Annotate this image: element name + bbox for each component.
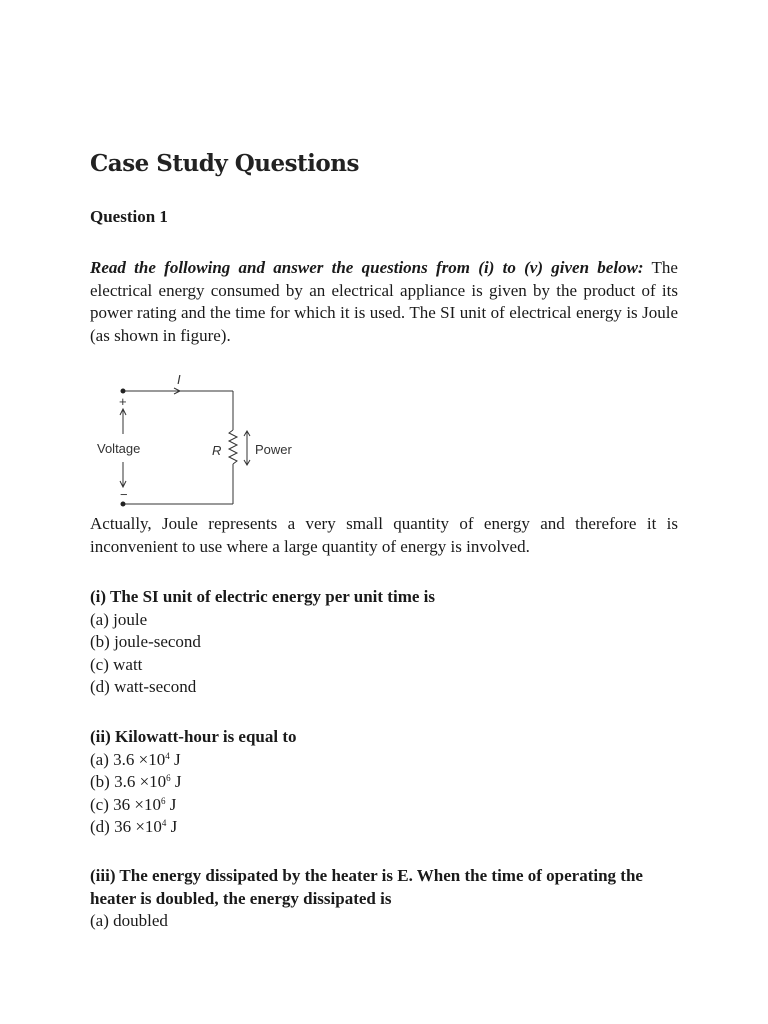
option-a: (a) joule — [90, 609, 148, 629]
intro-text: The electrical energy consumed by an electrical appliance is given by the product of its power rating and the time for which it is used. The SI unit of electrical energy is Joule (as shown in figure). — [90, 258, 678, 345]
question-label: Question 1 — [90, 207, 168, 226]
resistor-icon — [229, 430, 237, 464]
question-text: (ii) Kilowatt-hour is equal to — [90, 727, 297, 746]
positive-terminal — [121, 389, 126, 394]
voltage-label: Voltage — [97, 441, 141, 456]
question-i — [90, 586, 435, 699]
current-label: I — [177, 372, 181, 387]
plus-sign: + — [119, 394, 127, 409]
note-paragraph: Actually, Joule represents a very small quantity of energy and therefore it is inconvenient to use where a large quantity of energy is involved. — [90, 514, 678, 556]
option-c: (c) $36 \times 10^6$ J — [90, 794, 177, 814]
option-b: (b) $3.6 \times 10^6$ J — [90, 772, 182, 791]
intro-lead: Read the following and answer the questions from (i) to (v) given below: — [90, 258, 644, 277]
question-ii — [90, 726, 297, 839]
intro-paragraph — [90, 257, 678, 347]
option-d: (d) watt-second — [90, 677, 197, 696]
question-iii — [90, 865, 678, 933]
minus-sign: − — [120, 487, 128, 502]
negative-terminal — [121, 502, 126, 507]
circuit-diagram — [90, 368, 310, 513]
option-b: (b) joule-second — [90, 632, 201, 651]
resistor-label: R — [212, 443, 222, 458]
page-title: Case Study Questions — [90, 150, 359, 177]
option-a: (a) doubled — [90, 911, 168, 930]
option-a: (a) $3.6 \times 10^4$ J — [90, 749, 181, 769]
question-text: (iii) The energy dissipated by the heater is E. When the time of operating the heater is doubled, the energy dissipated is — [90, 866, 643, 908]
option-c: (c) watt — [90, 654, 143, 674]
option-d: (d) $36 \times 10^4$ J — [90, 817, 178, 836]
power-label: Power — [255, 442, 292, 457]
question-text: (i) The SI unit of electric energy per unit time is — [90, 587, 435, 606]
